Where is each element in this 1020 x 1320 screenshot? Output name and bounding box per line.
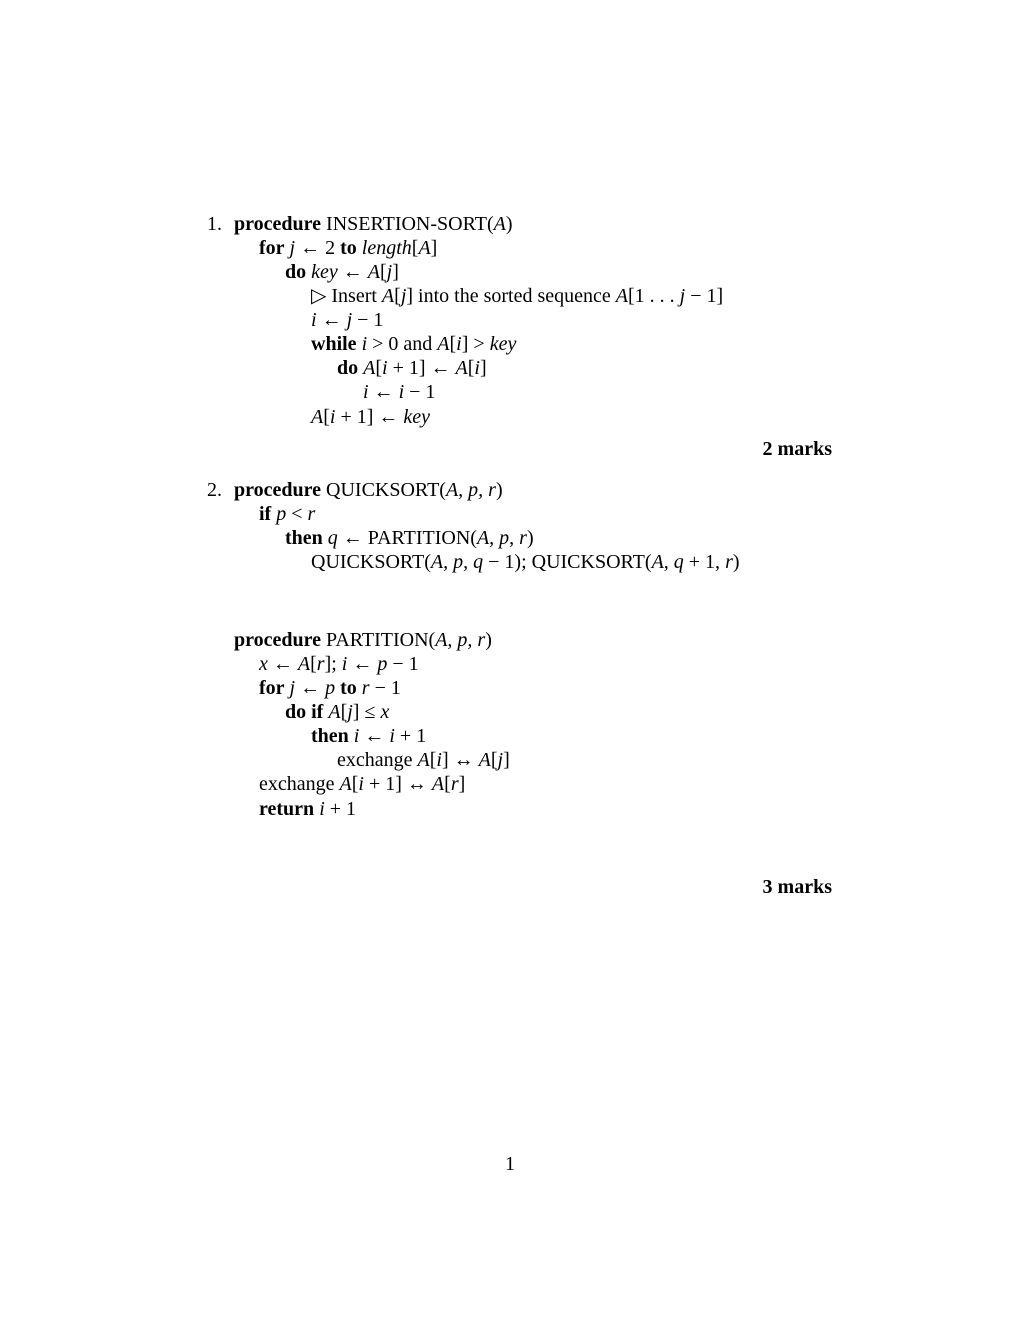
math-var: i xyxy=(353,725,360,747)
math-var: r xyxy=(307,503,316,525)
text: − 1] xyxy=(685,285,724,307)
q2-line-return xyxy=(259,797,356,821)
text: ) xyxy=(485,629,492,651)
keyword-procedure: procedure xyxy=(234,213,322,235)
math-var: x xyxy=(380,701,390,723)
math-var: j xyxy=(679,285,686,307)
math-var: i xyxy=(361,333,368,355)
text: ← xyxy=(347,653,378,675)
text: + 1] ← xyxy=(387,357,456,379)
text: + 1] ↔ xyxy=(363,773,432,795)
math-var: A xyxy=(311,406,324,428)
math-var: i xyxy=(341,653,348,675)
math-var: A xyxy=(478,749,491,771)
text: − 1 xyxy=(404,381,436,403)
math-var: A xyxy=(297,653,311,675)
keyword-for: for xyxy=(259,237,285,259)
q1-line-assign-i xyxy=(311,308,383,332)
text: ) xyxy=(505,213,513,235)
text: − 1); QUICKSORT( xyxy=(483,551,652,573)
text: ← xyxy=(337,261,368,283)
keyword-do: do xyxy=(285,261,307,283)
text: PARTITION( xyxy=(321,629,436,651)
text: ) xyxy=(526,527,534,549)
keyword-if: if xyxy=(259,503,272,525)
text: > 0 and xyxy=(367,333,438,355)
keyword-return: return xyxy=(259,798,315,820)
math-var: A xyxy=(417,749,430,771)
math-var: i xyxy=(358,773,364,795)
q2-line-init xyxy=(259,652,419,676)
math-var: j xyxy=(386,261,393,283)
keyword-do: do xyxy=(337,357,359,379)
text: ] xyxy=(479,357,487,379)
math-var: A, p, r xyxy=(476,527,527,549)
keyword-do-if: do if xyxy=(285,701,324,723)
q1-line-procedure xyxy=(234,212,513,236)
math-var: i xyxy=(382,357,388,379)
math-var: p xyxy=(377,653,388,675)
math-var: length xyxy=(361,237,412,259)
math-var: A xyxy=(455,357,468,379)
math-var: A xyxy=(493,213,506,235)
q1-line-decrement-i xyxy=(363,380,435,404)
math-var: A xyxy=(363,357,376,379)
text: + 1 xyxy=(324,798,357,820)
math-var: A, p, q xyxy=(430,551,484,573)
math-var: r xyxy=(450,773,459,795)
math-var: i xyxy=(474,357,480,379)
math-var: i xyxy=(436,749,442,771)
math-var: i xyxy=(456,333,462,355)
text: ] ↔ xyxy=(441,749,479,771)
text: ] xyxy=(430,237,438,259)
math-var: i xyxy=(329,406,336,428)
question-1-number: 1. xyxy=(207,213,222,235)
text: ] ≤ xyxy=(352,701,381,723)
math-var: A, p, r xyxy=(445,479,496,501)
text: INSERTION-SORT( xyxy=(321,213,494,235)
text: ← xyxy=(316,309,347,331)
q2-line-procedure-partition xyxy=(234,628,492,652)
math-var: A xyxy=(615,285,628,307)
text: [ xyxy=(379,261,387,283)
text: ← xyxy=(295,677,326,699)
text: [ xyxy=(411,237,419,259)
text: ) xyxy=(495,479,503,501)
q2-line-exchange-outer xyxy=(259,772,465,796)
text: ← 2 xyxy=(295,237,341,259)
text: − 1 xyxy=(369,677,401,699)
keyword-procedure: procedure xyxy=(234,479,322,501)
text: QUICKSORT( xyxy=(311,551,431,573)
text: [ xyxy=(444,773,451,795)
q2-line-recursive-calls xyxy=(311,550,740,574)
q2-line-if xyxy=(259,502,315,526)
math-var: p xyxy=(325,677,336,699)
math-var: x xyxy=(259,653,268,675)
comment-text: ▷ Insert xyxy=(311,285,382,307)
math-var: A, q xyxy=(651,551,684,573)
text: [ xyxy=(323,406,330,428)
math-var: key xyxy=(311,261,338,283)
keyword-then: then xyxy=(311,725,349,747)
text: ] xyxy=(458,773,466,795)
text: exchange xyxy=(259,773,340,795)
q1-line-do-key xyxy=(285,260,399,284)
text: [ xyxy=(467,357,475,379)
text: [ xyxy=(375,357,383,379)
text: [ xyxy=(340,701,348,723)
math-var: A, p, r xyxy=(435,629,486,651)
q2-line-then-increment xyxy=(311,724,426,748)
text: ] xyxy=(392,261,399,283)
q1-line-comment xyxy=(311,284,723,308)
math-var: key xyxy=(403,406,431,428)
math-var: key xyxy=(489,333,517,355)
keyword-to: to xyxy=(340,677,357,699)
keyword-procedure: procedure xyxy=(234,629,322,651)
q2-line-for xyxy=(259,676,401,700)
math-var: r xyxy=(361,677,370,699)
q2-marks: 3 marks xyxy=(762,876,832,898)
text: [ xyxy=(490,749,498,771)
math-var: A xyxy=(437,333,450,355)
math-var: p xyxy=(276,503,287,525)
math-var: i xyxy=(363,381,369,403)
text: ) xyxy=(732,551,740,573)
q1-line-insert-key xyxy=(311,405,430,429)
math-var: j xyxy=(289,677,296,699)
text: ← xyxy=(368,381,399,403)
text: [ xyxy=(394,285,401,307)
math-var: r xyxy=(316,653,325,675)
math-var: j xyxy=(497,749,504,771)
text: − 1 xyxy=(387,653,419,675)
q2-line-then-partition xyxy=(285,526,534,550)
text: + 1, xyxy=(683,551,726,573)
text: exchange xyxy=(337,749,418,771)
text: ← xyxy=(359,725,390,747)
q2-line-procedure-quicksort xyxy=(234,478,503,502)
math-var: j xyxy=(347,701,353,723)
math-var: A xyxy=(381,285,395,307)
text: ← PARTITION( xyxy=(337,527,477,549)
math-var: j xyxy=(400,285,407,307)
q1-line-for xyxy=(259,236,437,260)
text: [ xyxy=(310,653,317,675)
keyword-then: then xyxy=(285,527,323,549)
text: ← xyxy=(267,653,298,675)
math-var: A xyxy=(339,773,352,795)
q2-line-do-if xyxy=(285,700,389,724)
text: [ xyxy=(449,333,457,355)
math-var: r xyxy=(725,551,733,573)
math-var: j xyxy=(346,309,353,331)
keyword-while: while xyxy=(311,333,357,355)
q1-marks: 2 marks xyxy=(762,438,832,460)
math-var: q xyxy=(327,527,338,549)
math-var: i xyxy=(311,309,317,331)
math-var: A xyxy=(367,261,380,283)
page-number: 1 xyxy=(505,1153,515,1175)
q1-line-while xyxy=(311,332,516,356)
math-var: j xyxy=(289,237,296,259)
math-var: A xyxy=(431,773,445,795)
question-2-number: 2. xyxy=(207,479,222,501)
math-var: i xyxy=(398,381,405,403)
text: < xyxy=(286,503,308,525)
q1-line-do-shift xyxy=(337,356,487,380)
text: [1 . . . xyxy=(627,285,680,307)
math-var: i xyxy=(319,798,325,820)
math-var: A xyxy=(418,237,431,259)
text: QUICKSORT( xyxy=(321,479,446,501)
text: + 1] ← xyxy=(335,406,404,428)
text: + 1 xyxy=(394,725,427,747)
text: ] xyxy=(503,749,510,771)
text: ] > xyxy=(461,333,490,355)
math-var: A xyxy=(328,701,341,723)
text: ]; xyxy=(324,653,342,675)
text: [ xyxy=(429,749,437,771)
q2-line-exchange-inner xyxy=(337,748,510,772)
keyword-for: for xyxy=(259,677,285,699)
text: [ xyxy=(351,773,359,795)
keyword-to: to xyxy=(340,237,357,259)
text: ] into the sorted sequence xyxy=(406,285,616,307)
math-var: i xyxy=(389,725,395,747)
text: − 1 xyxy=(352,309,384,331)
